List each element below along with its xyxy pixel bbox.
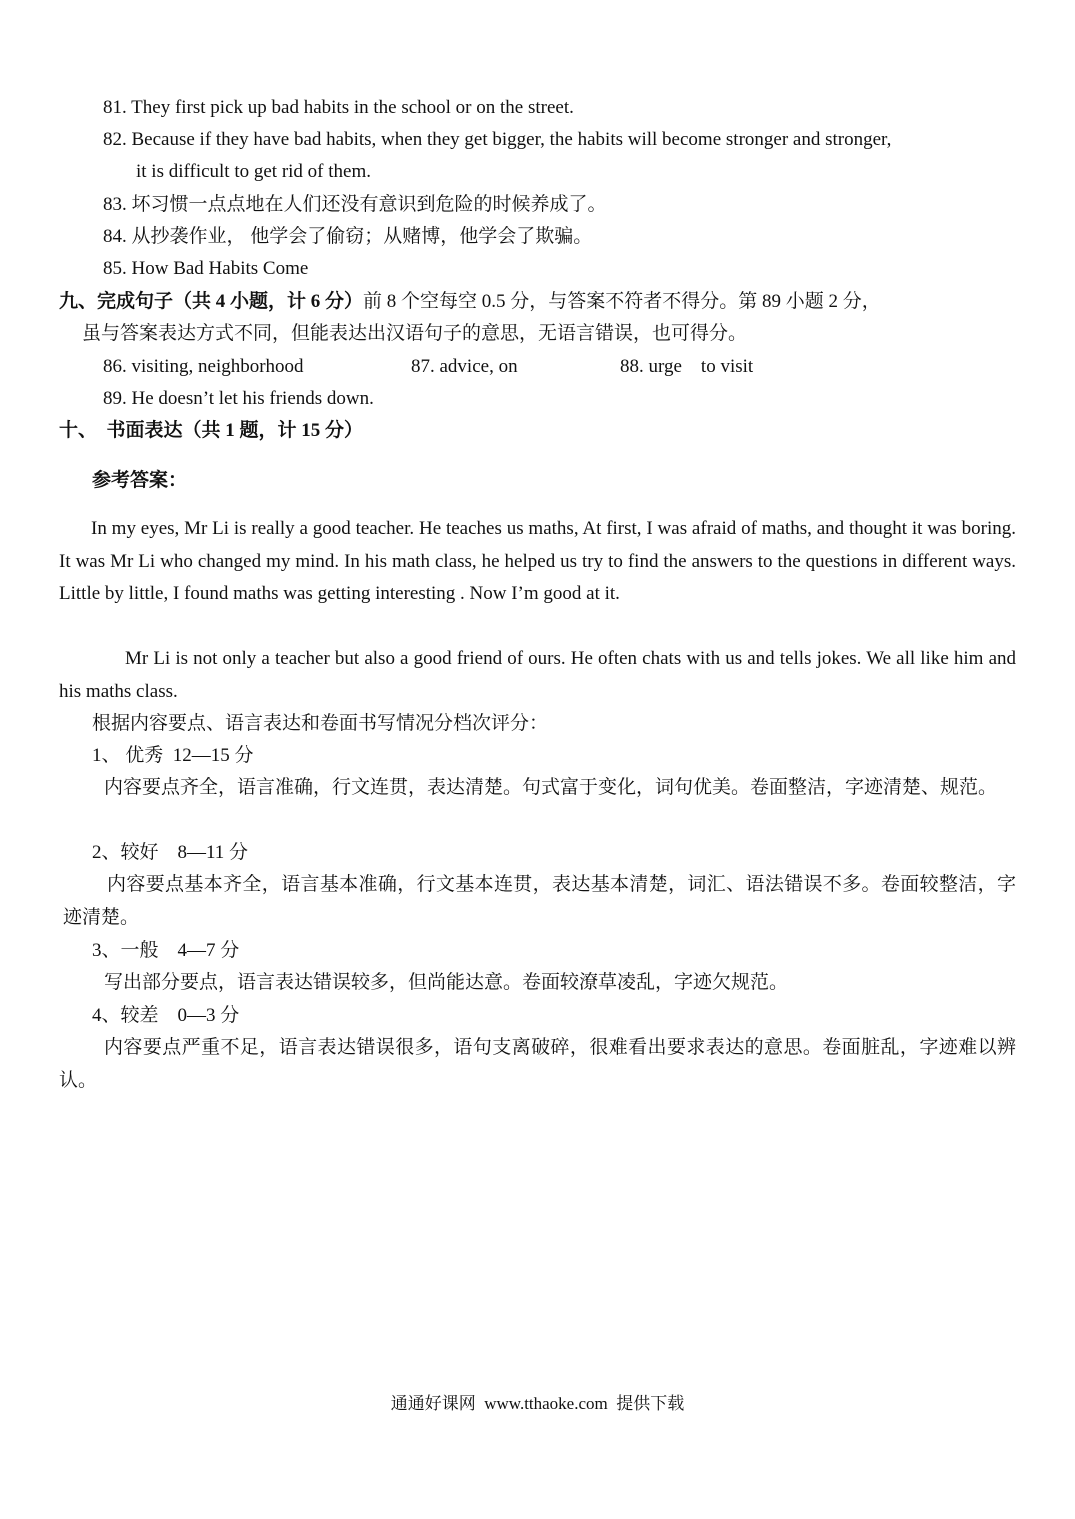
answer-82-line2: it is difficult to get rid of them. bbox=[136, 161, 372, 182]
grade-2-title: 2、较好 8—11 分 bbox=[92, 842, 249, 863]
answer-83: 83. 坏习惯一点点地在人们还没有意识到危险的时候养成了。 bbox=[103, 194, 607, 215]
essay-paragraph-2: Mr Li is not only a teacher but also a good friend of ours. He often chats with us and tells jokes. We all like him and his maths class. bbox=[59, 648, 1016, 702]
reference-answer-label: 参考答案： bbox=[92, 470, 188, 491]
answer-87: 87. advice, on bbox=[411, 356, 518, 377]
answer-81: 81. They first pick up bad habits in the school or on the street. bbox=[103, 97, 574, 118]
answer-89: 89. He doesn’t let his friends down. bbox=[103, 388, 374, 409]
grade-4-title: 4、较差 0—3 分 bbox=[92, 1005, 240, 1026]
answer-88: 88. urge to visit bbox=[620, 356, 754, 377]
grade-3-desc: 写出部分要点，语言表达错误较多，但尚能达意。卷面较潦草凌乱，字迹欠规范。 bbox=[104, 972, 789, 993]
grade-3-title: 3、一般 4—7 分 bbox=[92, 940, 240, 961]
grade-1-desc: 内容要点齐全，语言准确，行文连贯，表达清楚。句式富于变化，词句优美。卷面整洁，字迹清楚、规范。 bbox=[104, 777, 998, 798]
grading-intro: 根据内容要点、语言表达和卷面书写情况分档次评分： bbox=[92, 713, 549, 734]
answer-82-line1: 82. Because if they have bad habits, when they get bigger, the habits will become stronger and stronger, bbox=[103, 129, 892, 150]
answer-84: 84. 从抄袭作业， 他学会了偷窃；从赌博，他学会了欺骗。 bbox=[103, 226, 593, 247]
section9-rule-line1: 前 8 个空每空 0.5 分，与答案不符者不得分。第 89 小题 2 分， bbox=[363, 291, 881, 312]
section9-rule-line2: 虽与答案表达方式不同，但能表达出汉语句子的意思，无语言错误，也可得分。 bbox=[82, 323, 748, 344]
answer-86: 86. visiting, neighborhood bbox=[103, 356, 304, 377]
essay-paragraph-1: In my eyes, Mr Li is really a good teacher. He teaches us maths, At first, I was afraid of maths, and thought it was boring. It was Mr Li who changed my mind. In his math class, he helped us try to find the answers to the questions in different ways. Little by little, I found maths was getting interesting . Now I’m good at it. bbox=[59, 518, 1016, 604]
section9-line1 bbox=[59, 290, 881, 314]
answer-85: 85. How Bad Habits Come bbox=[103, 258, 309, 279]
grade-1-title: 1、 优秀 12—15 分 bbox=[92, 745, 254, 766]
grade-4-desc: 内容要点严重不足，语言表达错误很多，语句支离破碎，很难看出要求表达的意思。卷面脏乱，字迹难以辨认。 bbox=[59, 1037, 1016, 1091]
section9-heading: 九、完成句子（共 4 小题，计 6 分） bbox=[59, 291, 364, 312]
section10-heading: 十、 书面表达（共 1 题，计 15 分） bbox=[59, 420, 364, 441]
grade-2-desc: 内容要点基本齐全，语言基本准确，行文基本连贯，表达基本清楚，词汇、语法错误不多。卷面较整洁，字迹清楚。 bbox=[63, 874, 1016, 928]
page-footer: 通通好课网 www.tthaoke.com 提供下载 bbox=[390, 1394, 685, 1413]
